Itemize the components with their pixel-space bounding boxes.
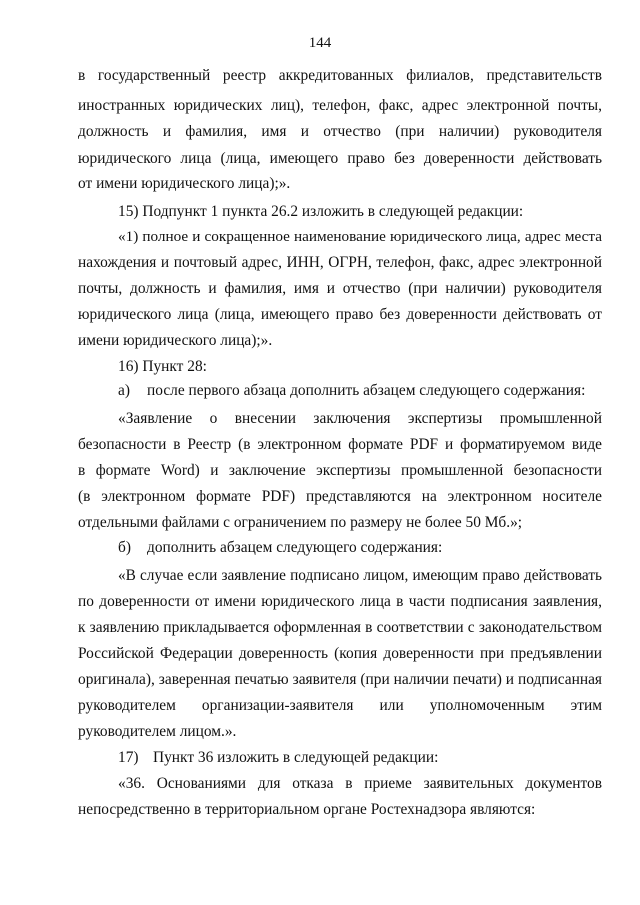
- text-line: к заявлению прикладывается оформленная в соответствии с законодательством: [78, 619, 602, 636]
- text-line: юридического лица (лица, имеющего право без доверенности действовать: [78, 150, 602, 167]
- text-line: от имени юридического лица);».: [78, 175, 291, 192]
- list-item-a: после первого абзаца дополнить абзацем следующего содержания:: [147, 382, 586, 399]
- text-line: «В случае если заявление подписано лицом, имеющим право действовать: [118, 567, 602, 584]
- text-line: «Заявление о внесении заключения экспертизы промышленной: [118, 410, 602, 427]
- text-line: нахождения и почтовый адрес, ИНН, ОГРН, телефон, факс, адрес электронной: [78, 254, 602, 271]
- text-line: оригинала), заверенная печатью заявителя (при наличии печати) и подписанная: [78, 671, 602, 688]
- text-line: безопасности в Реестр (в электронном формате PDF и форматируемом виде: [78, 436, 602, 453]
- page-number: 144: [308, 35, 332, 51]
- text-line: почты, должность и фамилия, имя и отчество (при наличии) руководителя: [78, 280, 602, 297]
- list-item-b: дополнить абзацем следующего содержания:: [147, 539, 443, 556]
- text-line: непосредственно в территориальном органе Ростехнадзора являются:: [78, 801, 536, 818]
- list-marker-b: б): [118, 539, 131, 556]
- text-line: руководителем организации-заявителя или уполномоченным этим: [78, 697, 602, 714]
- text-line: в формате Word) и заключение экспертизы промышленной безопасности: [78, 462, 602, 479]
- text-line: отдельными файлами с ограничением по размеру не более 50 Мб.»;: [78, 514, 523, 531]
- paragraph-16: 16) Пункт 28:: [118, 358, 207, 375]
- text-line: в государственный реестр аккредитованных филиалов, представительств: [78, 67, 602, 84]
- list-marker-a: а): [118, 382, 130, 399]
- text-line: должность и фамилия, имя и отчество (при наличии) руководителя: [78, 123, 602, 140]
- text-line: имени юридического лица);».: [78, 332, 273, 349]
- text-line: юридического лица (лица, имеющего право без доверенности действовать от: [78, 306, 602, 323]
- paragraph-17: Пункт 36 изложить в следующей редакции:: [153, 749, 439, 766]
- text-line: «1) полное и сокращенное наименование юридического лица, адрес места: [118, 228, 602, 245]
- text-line: по доверенности от имени юридического лица в части подписания заявления,: [78, 593, 602, 610]
- paragraph-15: 15) Подпункт 1 пункта 26.2 изложить в следующей редакции:: [118, 203, 524, 220]
- list-marker-17: 17): [118, 749, 139, 766]
- text-line: иностранных юридических лиц), телефон, факс, адрес электронной почты,: [78, 97, 602, 114]
- text-line: Российской Федерации доверенность (копия доверенности при предъявлении: [78, 645, 602, 662]
- text-line: «36. Основаниями для отказа в приеме заявительных документов: [118, 775, 602, 792]
- text-line: руководителем лицом.».: [78, 723, 237, 740]
- text-line: (в электронном формате PDF) представляются на электронном носителе: [78, 488, 602, 505]
